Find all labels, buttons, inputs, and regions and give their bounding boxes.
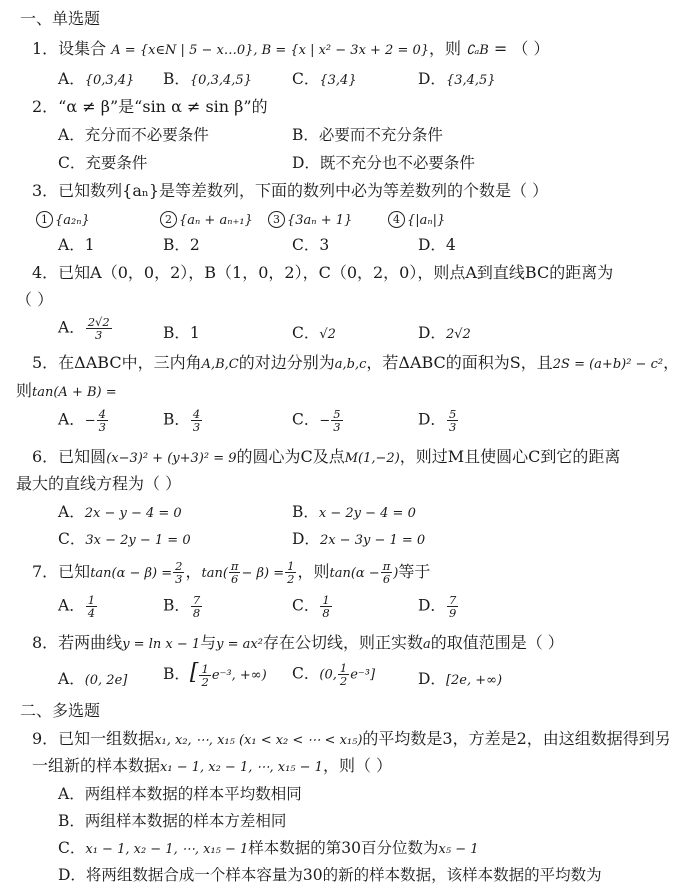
circled-number-icon: 3 [268, 211, 285, 228]
option-d[interactable]: D． $\frac{5}{3}$ [418, 407, 457, 434]
question-9-stem: 9．已知一组数据x₁, x₂, ⋯, x₁₅ (x₁ < x₂ < ⋯ < x₁₅)的平均数是3，方差是2，由这组数据得到另 [32, 729, 671, 748]
option-d[interactable]: D．2x − 3y − 1 = 0 [292, 530, 426, 548]
option-a[interactable]: A． $\frac{1}{4}$ [58, 593, 96, 620]
option-a[interactable]: A．(0, 2e] [58, 670, 128, 688]
item-3: 3 {3aₙ + 1} [268, 208, 352, 232]
option-a[interactable]: A． $\frac{2√2}{3}$ [58, 315, 110, 342]
question-6-stem: 6．已知圆(x−3)² + (y+3)² = 9的圆心为C及点M(1,−2)，则过M且使圆心C到它的距离 [32, 447, 621, 466]
question-5-stem: 5．在ΔABC中，三内角A,B,C的对边分别为a,b,c，若ΔABC的面积为S，且2S = (a+b)² − c²， [32, 353, 680, 372]
option-b[interactable]: B．两组样本数据的样本方差相同 [58, 812, 287, 830]
item-1: 1 {a₂ₙ} [36, 208, 90, 232]
q1-text: ，则 [429, 39, 467, 58]
option-d[interactable]: D．4 [418, 236, 456, 254]
option-d[interactable]: D． $\frac{7}{9}$ [418, 593, 457, 620]
option-b[interactable]: B．必要而不充分条件 [292, 126, 443, 144]
circled-number-icon: 1 [36, 211, 53, 228]
option-c[interactable]: C．3 [292, 236, 330, 254]
option-c[interactable]: C．√2 [292, 324, 336, 342]
q3-text: 3．已知数列{aₙ}是等差数列，下面的数列中必为等差数列的个数是（ ） [32, 181, 549, 200]
option-c[interactable]: C．充要条件 [58, 154, 148, 172]
option-c[interactable]: C．(0, $\frac{1}{2}$ e⁻³] [292, 661, 376, 688]
section-label: 二、多选题 [20, 701, 101, 720]
option-d[interactable]: D．2√2 [418, 324, 471, 342]
question-3-stem [32, 180, 692, 202]
option-b[interactable]: B．2 [163, 236, 200, 254]
option-b[interactable]: B．[ $\frac{1}{2}$ e⁻³, +∞) [163, 660, 267, 689]
q1-text: 1．设集合 [32, 39, 112, 58]
option-b[interactable]: B． $\frac{7}{8}$ [163, 593, 201, 620]
option-a[interactable]: A．1 [58, 236, 95, 254]
circled-number-icon: 2 [160, 211, 177, 228]
q2-text: 2．“α ≠ β”是“sin α ≠ sin β”的 [32, 97, 268, 116]
question-1-stem [32, 38, 692, 62]
question-6-stem-cont: 最大的直线方程为（ ） [16, 474, 182, 493]
question-4-stem [32, 262, 692, 284]
q1-math: ∁ₐB [466, 43, 489, 58]
option-a[interactable]: A．− $\frac{4}{3}$ [58, 407, 106, 434]
q1-text: = （ ） [488, 39, 550, 58]
option-d[interactable]: D．将两组数据合成一个样本容量为30的新的样本数据，该样本数据的平均数为 [58, 866, 602, 884]
circled-number-icon: 4 [388, 211, 405, 228]
option-a[interactable]: A．2x − y − 4 = 0 [58, 503, 182, 521]
option-c[interactable]: C．3x − 2y − 1 = 0 [58, 530, 191, 548]
option-d[interactable]: D．[2e, +∞) [418, 670, 503, 688]
option-b[interactable]: B．{0,3,4,5} [163, 70, 252, 88]
question-8-stem: 8．若两曲线y = ln x − 1与y = ax²存在公切线，则正实数a的取值范围是（ ） [32, 633, 564, 652]
question-7-stem: 7．已知tan(α − β) = $\frac{2}{3}$ ，tan( $\frac{\pi}{6}$ − β) = $\frac{1}{2}$ ，则tan(α − $\frac{\pi}{6}$ )等于 [32, 559, 431, 586]
option-a[interactable]: A．{0,3,4} [58, 70, 135, 88]
option-a[interactable]: A．充分而不必要条件 [58, 126, 209, 144]
q1-math: A = {x∈N | 5 − x…0}, B = {x | x² − 3x + 2 = 0} [111, 43, 430, 58]
option-d[interactable]: D．既不充分也不必要条件 [292, 154, 475, 172]
option-b[interactable]: B． $\frac{4}{3}$ [163, 407, 201, 434]
option-c[interactable]: C．x₁ − 1, x₂ − 1, ⋯, x₁₅ − 1样本数据的第30百分位数为x₅ − 1 [58, 839, 479, 857]
question-9-stem-cont: 一组新的样本数据x₁ − 1, x₂ − 1, ⋯, x₁₅ − 1，则（ ） [32, 756, 393, 775]
section-title-single-choice [20, 8, 692, 30]
q4-text: 4．已知A（0，0，2），B（1，0，2），C（0，2，0），则点A到直线BC的距离为 [32, 263, 614, 282]
question-4-stem-cont [16, 289, 692, 311]
option-a[interactable]: A．两组样本数据的样本平均数相同 [58, 785, 302, 803]
item-2: 2 {aₙ + aₙ₊₁} [160, 208, 253, 232]
question-2-stem [32, 96, 692, 118]
option-c[interactable]: C．− $\frac{5}{3}$ [292, 407, 341, 434]
option-b[interactable]: B．1 [163, 324, 200, 342]
section-label: 一、单选题 [20, 9, 101, 28]
section-title-multiple-choice [20, 700, 692, 722]
option-c[interactable]: C． $\frac{1}{8}$ [292, 593, 330, 620]
q4-text: （ ） [16, 290, 54, 309]
option-d[interactable]: D．{3,4,5} [418, 70, 496, 88]
question-5-stem-cont: 则tan(A + B) = [16, 381, 117, 400]
option-b[interactable]: B．x − 2y − 4 = 0 [292, 503, 416, 521]
item-4: 4 {|aₙ|} [388, 208, 445, 232]
option-c[interactable]: C．{3,4} [292, 70, 357, 88]
